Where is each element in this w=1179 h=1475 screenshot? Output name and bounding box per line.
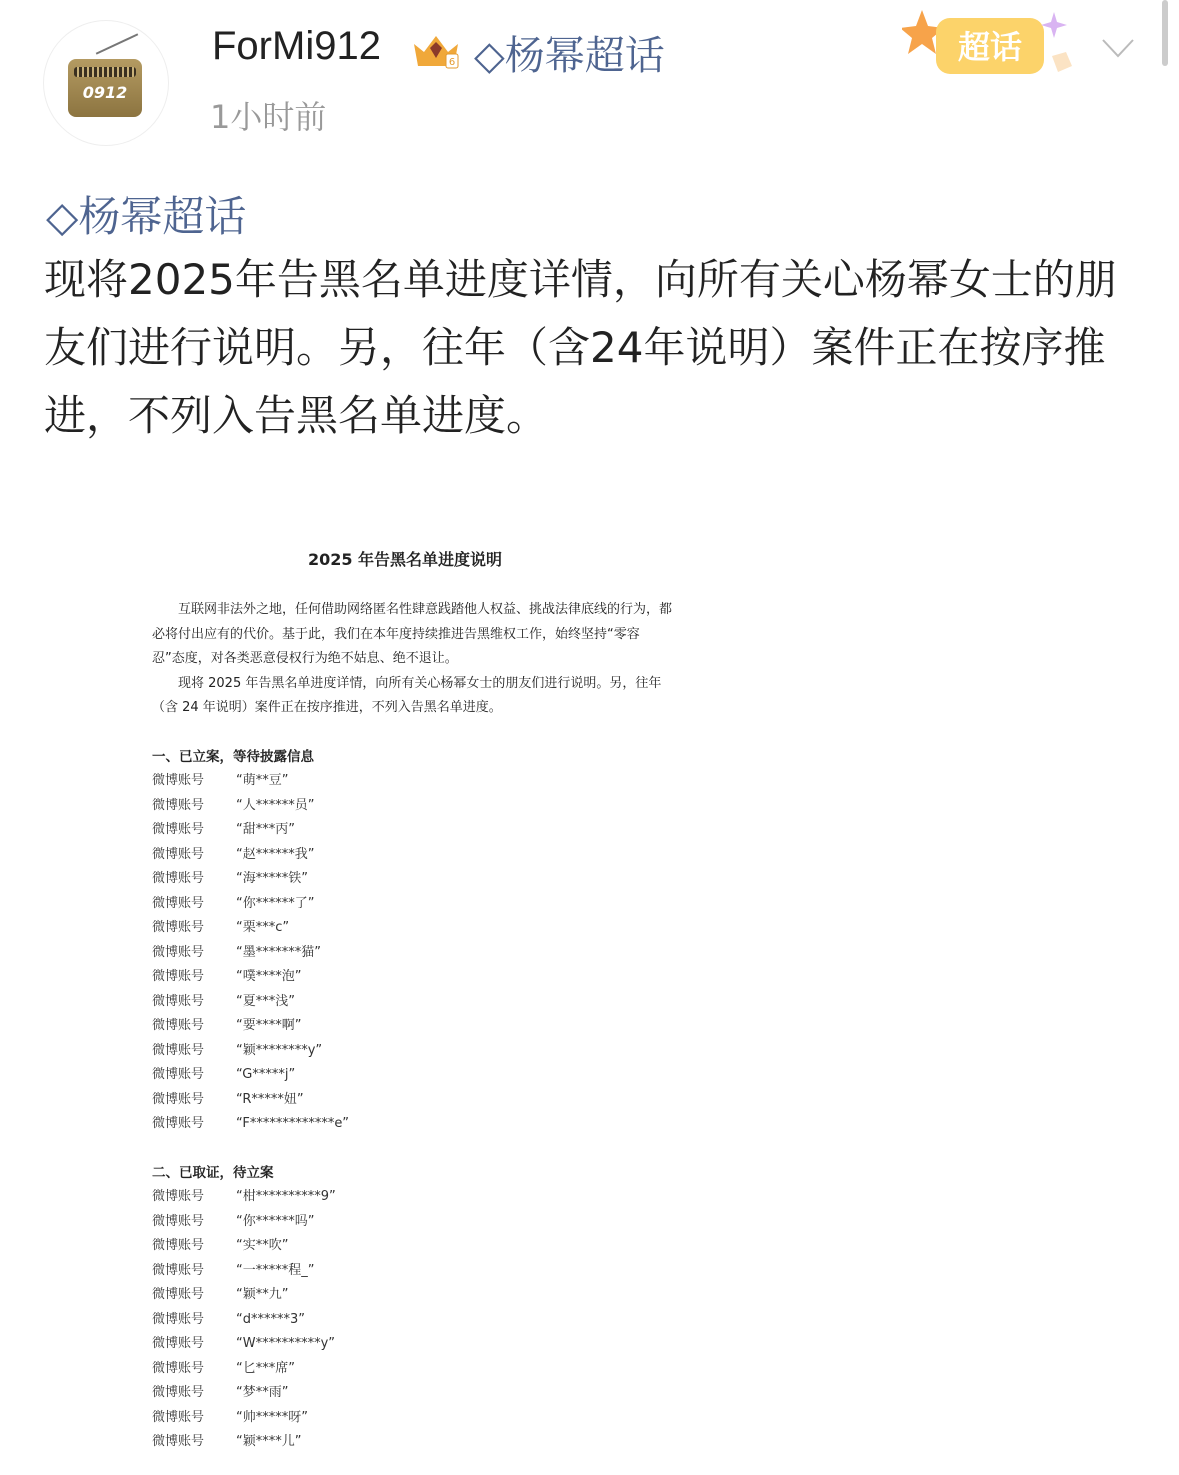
account-row [140,1259,680,1284]
account-row [140,1234,680,1259]
document-title: 2025 年告黑名单进度说明 [307,550,503,569]
account-name: “d******3” [236,1311,305,1327]
account-name: “帅*****呀” [236,1409,308,1425]
account-name: “要****啊” [236,1018,302,1033]
account-row [140,916,680,941]
account-name: “F*************e” [236,1116,350,1131]
account-name: “柑**********9” [236,1189,336,1204]
account-type: 微博账号 [152,846,205,862]
account-type: 微博账号 [152,969,205,984]
account-name: “梦**雨” [236,1385,289,1400]
account-type: 微博账号 [152,1336,205,1351]
account-name: “实**吹” [236,1238,289,1253]
author-name[interactable]: ForMi912 [212,24,381,68]
post-time: 1小时前 [210,98,327,136]
account-type: 微博账号 [152,1360,205,1376]
account-name: “G*****j” [236,1067,296,1082]
account-type: 微博账号 [152,1238,205,1253]
account-type: 微博账号 [152,1067,205,1082]
account-type: 微博账号 [152,1409,205,1425]
section-heading: 二、已取证，待立案 [152,1164,274,1181]
account-name: “颖**九” [236,1287,289,1302]
account-type: 微博账号 [152,1042,205,1058]
account-type: 微博账号 [152,1091,205,1107]
account-row [140,1308,680,1333]
document-paragraph: 现将 2025 年告黑名单进度详情，向所有关心杨幂女士的朋友们进行说明。另，往年（含 24 年说明）案件正在按序推进，不列入告黑名单进度。 [152,675,662,715]
account-name: “墨*******猫” [236,944,321,960]
post-body: 现将2025年告黑名单进度详情，向所有关心杨幂女士的朋友们进行说明。另，往年（含24年说明）案件正在按序推进，不列入告黑名单进度。 [44,255,1117,440]
scrollbar[interactable] [1162,0,1168,66]
account-row [140,1088,680,1113]
account-type: 微博账号 [152,1018,205,1033]
radio-antenna [96,33,139,54]
account-row [140,1112,680,1137]
account-type: 微博账号 [152,1116,205,1131]
account-row [140,794,680,819]
account-type: 微博账号 [152,944,205,960]
account-type: 微博账号 [152,1262,205,1278]
topic-link[interactable]: ◇杨幂超话 [46,192,247,241]
account-type: 微博账号 [152,920,205,935]
account-type: 微博账号 [152,1189,205,1204]
account-name: “一*****程_” [236,1262,315,1278]
author-avatar[interactable] [43,20,169,146]
account-row [140,1332,680,1357]
account-row [140,1210,680,1235]
chevron-down-icon[interactable] [1100,30,1136,66]
account-name: “匕***席” [236,1360,295,1376]
account-row [140,1406,680,1431]
svg-text:超话: 超话 [957,28,1023,66]
account-type: 微博账号 [152,1385,205,1400]
account-type: 微博账号 [152,797,205,813]
account-name: “颖********y” [236,1042,323,1058]
account-type: 微博账号 [152,993,205,1009]
account-type: 微博账号 [152,871,205,886]
account-type: 微博账号 [152,822,205,837]
account-row [140,1063,680,1088]
account-type: 微博账号 [152,1213,205,1229]
account-type: 微博账号 [152,895,205,911]
account-name: “你******了” [236,895,315,911]
account-row [140,965,680,990]
account-row [140,1185,680,1210]
account-name: “颖****儿” [236,1434,302,1449]
account-name: “人******员” [236,797,315,813]
account-type: 微博账号 [152,1434,205,1449]
account-name: “W**********y” [236,1336,336,1351]
chaohua-sticker[interactable] [902,8,1082,88]
account-name: “海*****铁” [236,871,308,886]
account-row [140,1039,680,1064]
account-name: “赵******我” [236,846,315,862]
account-name: “你******吗” [236,1213,315,1229]
account-name: “噗****泡” [236,969,302,984]
account-row [140,1430,680,1455]
account-row [140,1014,680,1039]
header-topic-link[interactable]: ◇杨幂超话 [474,33,665,79]
account-type: 微博账号 [152,773,205,788]
account-row [140,892,680,917]
document-paragraph: 互联网非法外之地，任何借助网络匿名性肆意践踏他人权益、挑战法律底线的行为，都必将付出应有的代价。基于此，我们在本年度持续推进告黑维权工作，始终坚持“零容忍”态度，对各类恶意侵权行为绝不姑息、绝不退让。 [152,602,673,666]
account-type: 微博账号 [152,1287,205,1302]
svg-text:6: 6 [448,57,456,68]
account-name: “栗***c” [236,920,290,935]
account-row [140,1357,680,1382]
account-row [140,1381,680,1406]
account-type: 微博账号 [152,1311,205,1327]
account-row [140,867,680,892]
radio-icon: 0912 [68,59,142,117]
account-name: “甜***丙” [236,822,295,837]
account-row [140,843,680,868]
account-row [140,990,680,1015]
account-name: “R*****妞” [236,1091,304,1107]
section-heading: 一、已立案，等待披露信息 [152,748,314,765]
diamond-icon: ◇ [474,33,505,79]
account-name: “萌**豆” [236,773,289,788]
document-image[interactable] [140,540,680,1455]
account-row [140,1283,680,1308]
account-name: “夏***浅” [236,993,295,1009]
account-row [140,769,680,794]
account-row [140,818,680,843]
diamond-icon: ◇ [46,192,79,241]
crown-badge-icon [410,30,462,70]
account-row [140,941,680,966]
